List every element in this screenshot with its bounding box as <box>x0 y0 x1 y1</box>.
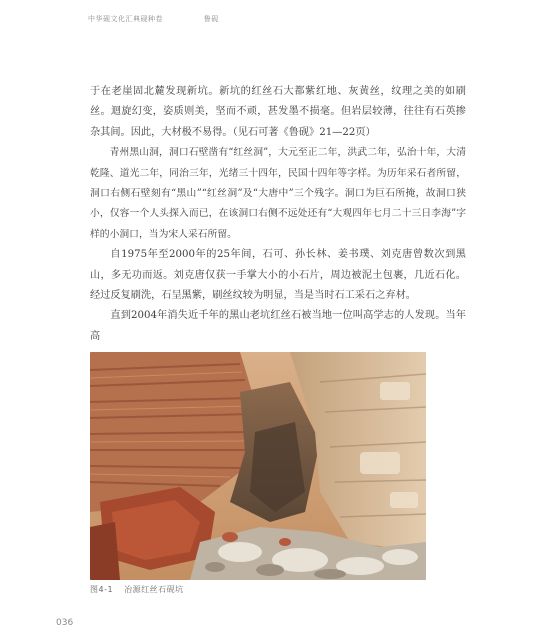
running-header <box>88 14 219 24</box>
paragraph-heishan-cave: 青州黑山洞，洞口石壁凿有“红丝洞”，大元至正二年，洪武二年，弘治十年，大清乾隆、道光二年，同治三年，光绪三十四年，民国十四年等字样。为历年采石者所留，洞口右侧石壁刻有“黑山”“红丝洞”及“大唐中”三个残字。洞口为巨石所掩，故洞口狭小，仅容一个人头探入而已，在该洞口右侧不远处还有“大观四年七月二十三日李海”字样的小洞口，当为宋人采石所留。 <box>90 147 466 240</box>
series-title: 中华砚文化汇典砚种卷 <box>88 15 163 23</box>
figure-caption <box>90 584 184 595</box>
paragraph-1975-2000: 自1975年至2000年的25年间，石可、孙长林、姜书璞、刘克唐曾数次到黑山，多无功而返。刘克唐仅获一手掌大小的小石片，周边被泥土包裹，几近石化。经过反复刷洗，石呈黑紫，刷丝纹较为明显，当是当时石工采石之弃材。 <box>90 249 466 302</box>
paragraph-continued: 于在老崖固北麓发现新坑。新坑的红丝石大都紫红地、灰黄丝，纹理之美的如刷丝。迴旋幻变，姿质则美，坚而不顽，甚发墨不损毫。但岩层较薄，往往有石英掺杂其间。因此，大材极不易得。（见石可著《鲁砚》21—22页） <box>90 86 466 138</box>
figure-number: 图4-1 <box>90 585 114 594</box>
quarry-photo <box>90 352 426 580</box>
paragraph-2004: 直到2004年消失近千年的黑山老坑红丝石被当地一位叫高学志的人发现。当年高 <box>90 310 466 342</box>
chapter-title: 鲁砚 <box>203 15 219 23</box>
body-text <box>90 82 466 347</box>
page-number: 036 <box>56 618 74 628</box>
figure-caption-text: 冶源红丝石砚坑 <box>124 585 184 594</box>
